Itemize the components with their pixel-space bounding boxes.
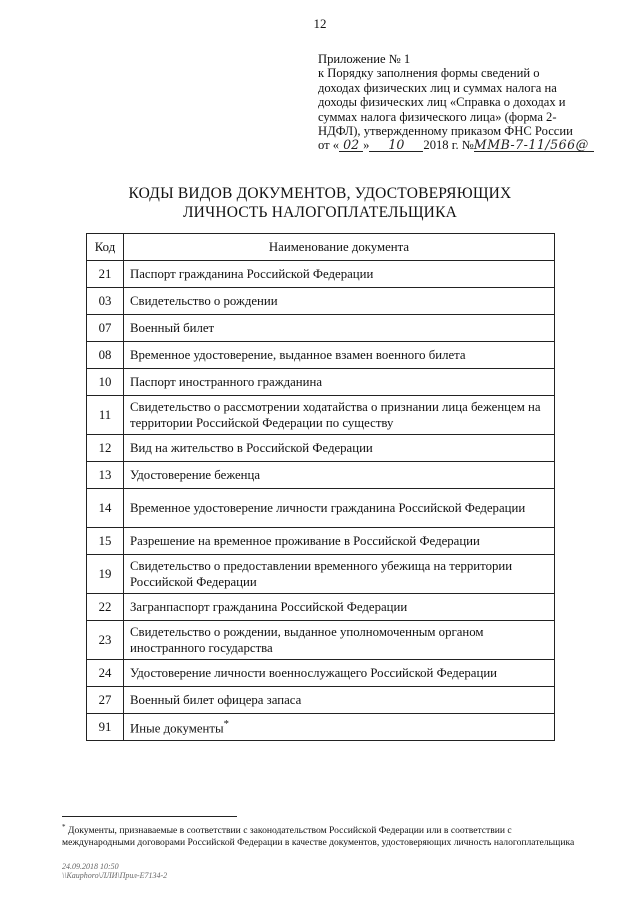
name-cell: Удостоверение беженца	[124, 462, 555, 489]
appendix-header	[318, 52, 618, 153]
code-cell: 15	[87, 528, 124, 555]
code-cell: 91	[87, 714, 124, 741]
table-row	[87, 288, 555, 315]
title-line-2: ЛИЧНОСТЬ НАЛОГОПЛАТЕЛЬЩИКА	[182, 204, 458, 221]
code-cell: 24	[87, 660, 124, 687]
footnote-divider	[62, 816, 237, 817]
footnote-mark: *	[62, 823, 66, 831]
name-cell: Военный билет офицера запаса	[124, 687, 555, 714]
date-year: 2018 г. №	[423, 138, 474, 153]
table-header-row	[87, 234, 555, 261]
code-cell: 22	[87, 594, 124, 621]
code-cell: 07	[87, 315, 124, 342]
file-path: \\Kauphoro\ЛЛИ\Прил-E7134-2	[62, 871, 168, 880]
name-cell: Удостоверение личности военнослужащего Российской Федерации	[124, 660, 555, 687]
print-timestamp: 24.09.2018 10:50	[62, 862, 119, 871]
name-cell: Временное удостоверение, выданное взамен военного билета	[124, 342, 555, 369]
table-row	[87, 528, 555, 555]
code-cell: 19	[87, 555, 124, 594]
code-cell: 23	[87, 621, 124, 660]
code-cell: 14	[87, 489, 124, 528]
header-code: Код	[87, 234, 124, 261]
table-row	[87, 435, 555, 462]
footnote-text: Документы, признаваемые в соответствии с законодательством Российской Федерации или в соответствии с международными договорами Российской Федерации в качестве документов, удостоверяющих личность налогоплательщика	[62, 825, 575, 848]
name-cell: Свидетельство о рождении, выданное уполномоченным органом иностранного государства	[124, 621, 555, 660]
name-cell: Паспорт гражданина Российской Федерации	[124, 261, 555, 288]
table-row	[87, 660, 555, 687]
table-row	[87, 462, 555, 489]
date-prefix: от «	[318, 138, 340, 153]
name-cell: Свидетельство о предоставлении временного убежища на территории Российской Федерации	[124, 555, 555, 594]
code-cell: 27	[87, 687, 124, 714]
title-line-1: КОДЫ ВИДОВ ДОКУМЕНТОВ, УДОСТОВЕРЯЮЩИХ	[128, 185, 512, 202]
order-number: ММВ-7-11/566@	[474, 139, 594, 152]
table-row	[87, 396, 555, 435]
name-cell: Паспорт иностранного гражданина	[124, 369, 555, 396]
footnote-mark: *	[223, 719, 229, 731]
appendix-date-line	[318, 138, 618, 152]
appendix-line: доходах физических лиц и суммах налога на	[318, 80, 557, 95]
table-row	[87, 315, 555, 342]
name-cell	[124, 714, 555, 741]
header-name: Наименование документа	[124, 234, 555, 261]
name-cell: Вид на жительство в Российской Федерации	[124, 435, 555, 462]
date-mid: »	[363, 138, 370, 153]
name-text: Иные документы	[130, 721, 224, 736]
appendix-line: Приложение № 1	[318, 52, 411, 66]
name-cell: Разрешение на временное проживание в Российской Федерации	[124, 528, 555, 555]
code-cell: 12	[87, 435, 124, 462]
name-cell: Военный билет	[124, 315, 555, 342]
table-row	[87, 342, 555, 369]
date-day: 02	[339, 139, 363, 152]
name-cell: Временное удостоверение личности гражданина Российской Федерации	[124, 489, 555, 528]
document-codes-table	[86, 233, 555, 741]
code-cell: 11	[87, 396, 124, 435]
table-row	[87, 594, 555, 621]
code-cell: 13	[87, 462, 124, 489]
table-row	[87, 489, 555, 528]
page-number: 12	[313, 16, 327, 31]
name-cell: Загранпаспорт гражданина Российской Федерации	[124, 594, 555, 621]
appendix-line: НДФЛ), утвержденному приказом ФНС России	[318, 124, 573, 139]
appendix-line: суммах налога физического лица» (форма 2-	[318, 109, 557, 124]
date-month: 10	[369, 139, 423, 152]
code-cell: 03	[87, 288, 124, 315]
code-cell: 08	[87, 342, 124, 369]
name-cell: Свидетельство о рождении	[124, 288, 555, 315]
table-row	[87, 621, 555, 660]
appendix-line: к Порядку заполнения формы сведений о	[318, 66, 540, 81]
footnote	[62, 822, 582, 848]
table-row	[87, 369, 555, 396]
document-title	[0, 184, 640, 222]
table-row	[87, 261, 555, 288]
code-cell: 21	[87, 261, 124, 288]
code-cell: 10	[87, 369, 124, 396]
table-row	[87, 687, 555, 714]
name-cell: Свидетельство о рассмотрении ходатайства о признании лица беженцем на территории Российской Федерации по существу	[124, 396, 555, 435]
appendix-line: доходы физических лиц «Справка о доходах и	[318, 95, 566, 110]
table-row	[87, 555, 555, 594]
table-row	[87, 714, 555, 741]
